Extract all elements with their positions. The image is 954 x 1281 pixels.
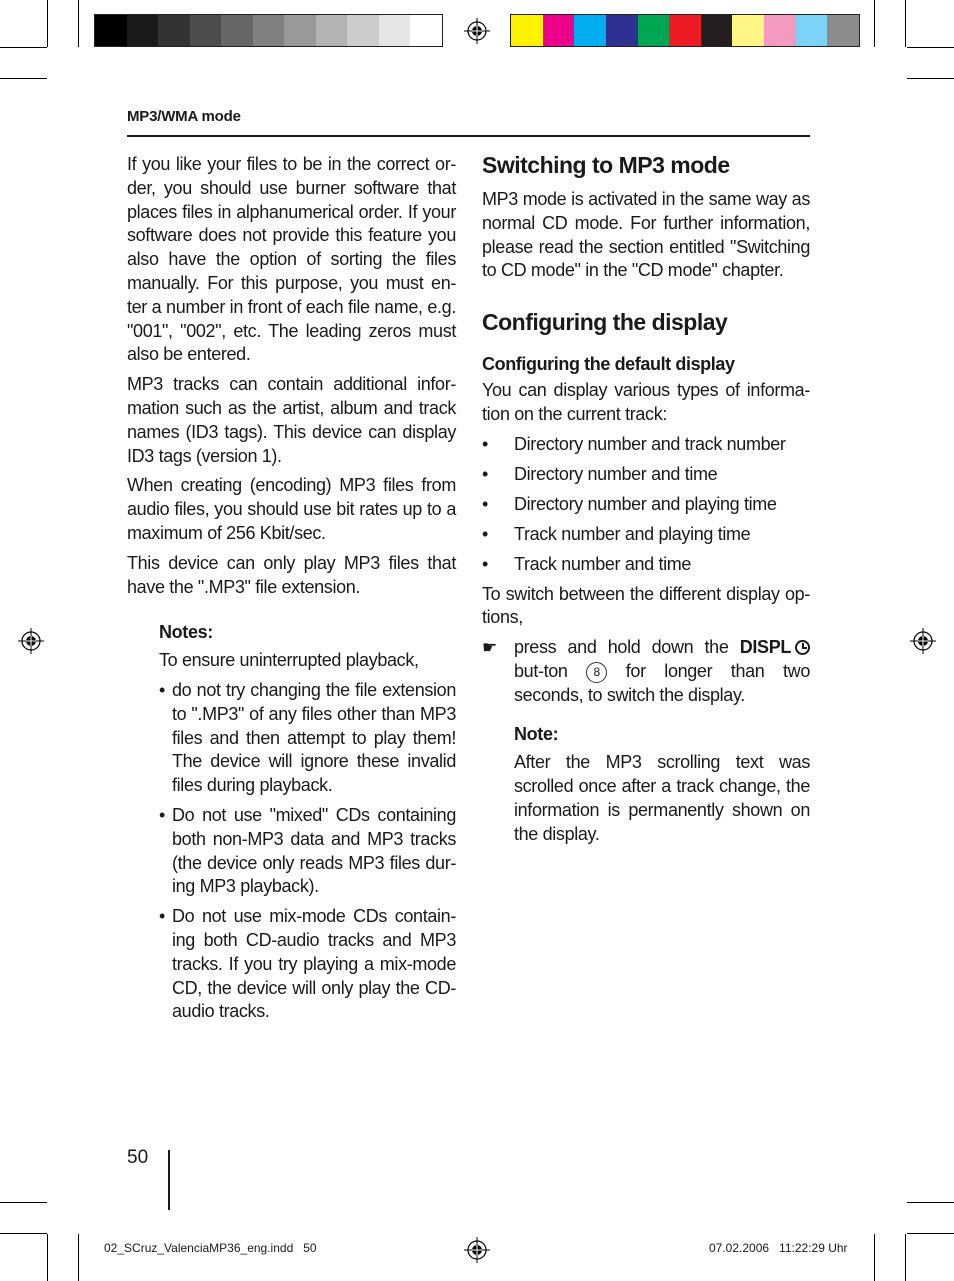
color-calibration-bar [510, 14, 860, 47]
color-swatch [158, 15, 190, 46]
print-slug-file: 02_SCruz_ValenciaMP36_eng.indd 50 [104, 1241, 317, 1255]
notes-intro: To ensure uninterrupted playback, [159, 650, 419, 671]
list-item: • Track number and playing time [482, 523, 751, 544]
grayscale-calibration-bar [94, 14, 443, 47]
color-swatch [764, 15, 796, 46]
crop-mark [874, 1234, 875, 1281]
clock-icon [795, 640, 810, 655]
section-heading-switching: Switching to MP3 mode [482, 152, 730, 178]
crop-mark [0, 1233, 47, 1234]
registration-mark-icon [18, 628, 44, 654]
color-swatch [95, 15, 127, 46]
instruction-text: press and hold down the DISPL but-ton 8 for longer than two seconds, to switch the display. [514, 637, 810, 705]
footer-rule [168, 1150, 170, 1210]
registration-mark-icon [910, 628, 936, 654]
note-text: After the MP3 scrolling text was scrolled once after a track change, the information is permanently shown on the display. [514, 752, 810, 844]
print-slug-date: 07.02.2006 11:22:29 Uhr [709, 1241, 848, 1255]
displ-button-label: DISPL [739, 637, 791, 658]
crop-mark [0, 47, 47, 48]
paragraph: If you like your files to be in the correct or-der, you should use burner software that places files in alphanumerical order. If your software does not provide this feature you also have the option of sorting the files manually. For this purpose, you must en-ter a number in front of each file name, e.g. "001", "002", etc. The leading zeros must also be entered. [127, 154, 456, 365]
note-box [514, 723, 810, 846]
note-text: Do not use "mixed" CDs containing both non-MP3 data and MP3 tracks (the device only reads MP3 files dur-ing MP3 playback). [172, 804, 456, 897]
crop-mark [905, 1234, 906, 1281]
color-swatch [190, 15, 222, 46]
page-number: 50 [127, 1147, 149, 1168]
color-swatch [127, 15, 159, 46]
crop-mark [47, 0, 48, 47]
left-column [127, 153, 456, 1030]
color-swatch [284, 15, 316, 46]
instruction-step [482, 636, 810, 707]
paragraph: To switch between the different display op-tions, [482, 583, 810, 628]
paragraph: When creating (encoding) MP3 files from audio files, you should use bit rates up to a maximum of 256 Kbit/sec. [127, 475, 456, 543]
registration-mark-icon [464, 18, 490, 44]
crop-mark [78, 1234, 79, 1281]
color-swatch [511, 15, 543, 46]
color-swatch [796, 15, 828, 46]
note-item: • Do not use "mixed" CDs containing both non-MP3 data and MP3 tracks (the device only reads MP3 files dur-ing MP3 playback). [159, 804, 456, 899]
pointing-hand-icon: ☛ [482, 638, 497, 658]
color-swatch [827, 15, 859, 46]
crop-mark [0, 1202, 47, 1203]
right-column [482, 150, 810, 852]
header-rule [127, 135, 810, 137]
color-swatch [316, 15, 348, 46]
color-swatch [701, 15, 733, 46]
crop-mark [905, 0, 906, 47]
crop-mark [907, 1233, 954, 1234]
notes-title: Notes: [159, 622, 213, 643]
list-item: • Directory number and track number [482, 433, 786, 454]
crop-mark [907, 47, 954, 48]
crop-mark [907, 1202, 954, 1203]
crop-mark [78, 0, 79, 47]
notes-box [159, 621, 456, 1024]
color-swatch [221, 15, 253, 46]
list-item: • Directory number and time [482, 463, 718, 484]
color-swatch [253, 15, 285, 46]
color-swatch [732, 15, 764, 46]
color-swatch [347, 15, 379, 46]
paragraph: MP3 mode is activated in the same way as normal CD mode. For further information, please read the section entitled "Switching to CD mode" in the "CD mode" chapter. [482, 189, 810, 281]
color-swatch [606, 15, 638, 46]
crop-mark [47, 1234, 48, 1281]
note-title: Note: [514, 724, 559, 745]
note-item: • do not try changing the file extension to ".MP3" of any files other than MP3 files and then attempt to play them! The device will ignore these invalid files during playback. [159, 679, 456, 798]
button-number-badge: 8 [586, 662, 607, 683]
crop-mark [874, 0, 875, 47]
crop-mark [0, 78, 47, 79]
color-swatch [574, 15, 606, 46]
color-swatch [543, 15, 575, 46]
color-swatch [410, 15, 442, 46]
list-item: • Directory number and playing time [482, 493, 777, 514]
note-text: Do not use mix-mode CDs contain-ing both CD-audio tracks and MP3 tracks. If you try playing a mix-mode CD, the device will only play the CD-audio tracks. [172, 906, 456, 1022]
running-head: MP3/WMA mode [127, 108, 241, 125]
note-text: do not try changing the file extension to ".MP3" of any files other than MP3 files and then attempt to play them! The device will ignore these invalid files during playback. [172, 679, 456, 796]
color-swatch [638, 15, 670, 46]
note-item: • Do not use mix-mode CDs contain-ing both CD-audio tracks and MP3 tracks. If you try playing a mix-mode CD, the device will only play the CD-audio tracks. [159, 905, 456, 1024]
color-swatch [669, 15, 701, 46]
registration-mark-icon [464, 1237, 490, 1263]
section-heading-configuring: Configuring the display [482, 309, 728, 336]
subheading-default-display: Configuring the default display [482, 354, 735, 375]
color-swatch [379, 15, 411, 46]
paragraph: This device can only play MP3 files that have the ".MP3" file extension. [127, 552, 456, 597]
list-item: • Track number and time [482, 553, 692, 574]
paragraph: You can display various types of informa-tion on the current track: [482, 379, 810, 424]
crop-mark [907, 78, 954, 79]
paragraph: MP3 tracks can contain additional infor-mation such as the artist, album and track names (ID3 tags). This device can display ID3 tags (version 1). [127, 374, 456, 466]
